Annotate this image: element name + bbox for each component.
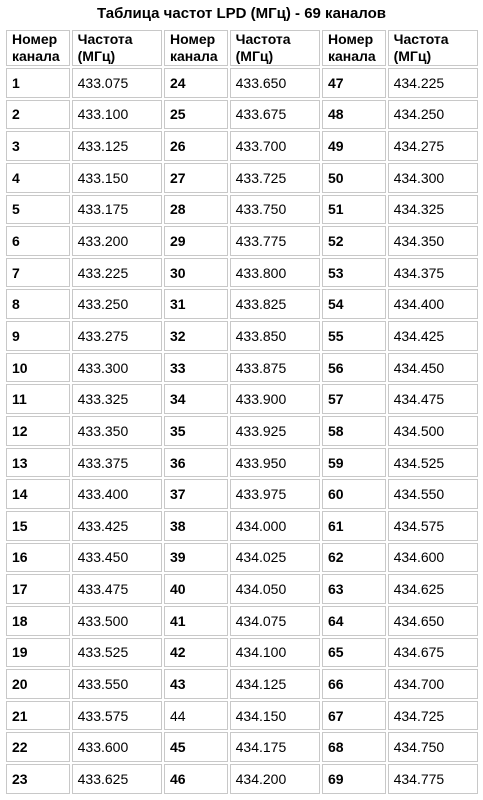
frequency-cell: 433.825: [230, 289, 320, 319]
column-header-frequency: Частота (МГц): [388, 30, 478, 66]
channel-number-cell: 49: [322, 131, 386, 161]
frequency-cell: 434.175: [230, 732, 320, 762]
channel-number-cell: 64: [322, 606, 386, 636]
frequency-cell: 433.250: [72, 289, 162, 319]
frequency-table: [4, 28, 480, 796]
frequency-cell: 434.775: [388, 764, 478, 794]
frequency-cell: 434.400: [388, 289, 478, 319]
channel-number-cell: 55: [322, 321, 386, 351]
channel-number-cell: 35: [164, 416, 228, 446]
frequency-cell: 434.350: [388, 226, 478, 256]
frequency-cell: 434.475: [388, 384, 478, 414]
table-row: [6, 543, 478, 573]
channel-number-cell: 12: [6, 416, 70, 446]
channel-number-cell: 18: [6, 606, 70, 636]
frequency-cell: 433.100: [72, 100, 162, 130]
table-row: [6, 68, 478, 98]
channel-number-cell: 68: [322, 732, 386, 762]
channel-number-cell: 41: [164, 606, 228, 636]
channel-number-cell: 3: [6, 131, 70, 161]
frequency-cell: 434.150: [230, 701, 320, 731]
frequency-cell: 434.450: [388, 353, 478, 383]
frequency-cell: 434.200: [230, 764, 320, 794]
frequency-cell: 433.150: [72, 163, 162, 193]
frequency-cell: 433.275: [72, 321, 162, 351]
channel-number-cell: 69: [322, 764, 386, 794]
channel-number-cell: 24: [164, 68, 228, 98]
frequency-cell: 433.600: [72, 732, 162, 762]
table-row: [6, 384, 478, 414]
frequency-cell: 434.250: [388, 100, 478, 130]
channel-number-cell: 67: [322, 701, 386, 731]
channel-number-cell: 33: [164, 353, 228, 383]
channel-number-cell: 37: [164, 479, 228, 509]
frequency-cell: 434.100: [230, 638, 320, 668]
frequency-cell: 433.550: [72, 669, 162, 699]
frequency-cell: 434.600: [388, 543, 478, 573]
channel-number-cell: 20: [6, 669, 70, 699]
channel-number-cell: 40: [164, 574, 228, 604]
frequency-cell: 434.325: [388, 195, 478, 225]
frequency-cell: 433.400: [72, 479, 162, 509]
channel-number-cell: 60: [322, 479, 386, 509]
frequency-cell: 433.200: [72, 226, 162, 256]
frequency-cell: 434.075: [230, 606, 320, 636]
frequency-cell: 434.025: [230, 543, 320, 573]
table-row: [6, 289, 478, 319]
channel-number-cell: 28: [164, 195, 228, 225]
frequency-cell: 433.625: [72, 764, 162, 794]
frequency-cell: 434.650: [388, 606, 478, 636]
channel-number-cell: 2: [6, 100, 70, 130]
frequency-cell: 433.425: [72, 511, 162, 541]
frequency-cell: 434.425: [388, 321, 478, 351]
channel-number-cell: 63: [322, 574, 386, 604]
frequency-cell: 433.300: [72, 353, 162, 383]
channel-number-cell: 22: [6, 732, 70, 762]
channel-number-cell: 1: [6, 68, 70, 98]
frequency-cell: 433.375: [72, 448, 162, 478]
channel-number-cell: 10: [6, 353, 70, 383]
channel-number-cell: 36: [164, 448, 228, 478]
channel-number-cell: 38: [164, 511, 228, 541]
frequency-cell: 433.925: [230, 416, 320, 446]
channel-number-cell: 53: [322, 258, 386, 288]
channel-number-cell: 57: [322, 384, 386, 414]
channel-number-cell: 39: [164, 543, 228, 573]
frequency-cell: 433.575: [72, 701, 162, 731]
channel-number-cell: 15: [6, 511, 70, 541]
channel-number-cell: 25: [164, 100, 228, 130]
channel-number-cell: 31: [164, 289, 228, 319]
frequency-cell: 434.750: [388, 732, 478, 762]
frequency-cell: 433.450: [72, 543, 162, 573]
frequency-cell: 434.550: [388, 479, 478, 509]
channel-number-cell: 65: [322, 638, 386, 668]
frequency-cell: 433.650: [230, 68, 320, 98]
table-row: [6, 226, 478, 256]
channel-number-cell: 7: [6, 258, 70, 288]
table-row: [6, 448, 478, 478]
table-row: [6, 669, 478, 699]
channel-number-cell: 32: [164, 321, 228, 351]
frequency-cell: 433.175: [72, 195, 162, 225]
frequency-cell: 434.725: [388, 701, 478, 731]
table-row: [6, 131, 478, 161]
table-row: [6, 321, 478, 351]
frequency-cell: 434.625: [388, 574, 478, 604]
table-row: [6, 353, 478, 383]
channel-number-cell: 14: [6, 479, 70, 509]
table-row: [6, 606, 478, 636]
channel-number-cell: 29: [164, 226, 228, 256]
table-row: [6, 511, 478, 541]
channel-number-cell: 54: [322, 289, 386, 319]
frequency-cell: 433.975: [230, 479, 320, 509]
channel-number-cell: 46: [164, 764, 228, 794]
table-row: [6, 416, 478, 446]
channel-number-cell: 56: [322, 353, 386, 383]
table-row: [6, 479, 478, 509]
channel-number-cell: 42: [164, 638, 228, 668]
page-title: Таблица частот LPD (МГц) - 69 каналов: [96, 5, 387, 22]
frequency-cell: 434.300: [388, 163, 478, 193]
frequency-cell: 433.225: [72, 258, 162, 288]
frequency-cell: 433.500: [72, 606, 162, 636]
frequency-cell: 433.725: [230, 163, 320, 193]
table-row: [6, 701, 478, 731]
table-row: [6, 638, 478, 668]
frequency-cell: 433.125: [72, 131, 162, 161]
channel-number-cell: 17: [6, 574, 70, 604]
channel-number-cell: 50: [322, 163, 386, 193]
frequency-cell: 434.700: [388, 669, 478, 699]
frequency-cell: 434.375: [388, 258, 478, 288]
channel-number-cell: 47: [322, 68, 386, 98]
channel-number-cell: 11: [6, 384, 70, 414]
channel-number-cell: 45: [164, 732, 228, 762]
frequency-cell: 433.950: [230, 448, 320, 478]
frequency-cell: 434.225: [388, 68, 478, 98]
frequency-cell: 433.475: [72, 574, 162, 604]
channel-number-cell: 13: [6, 448, 70, 478]
channel-number-cell: 43: [164, 669, 228, 699]
channel-number-cell: 51: [322, 195, 386, 225]
column-header-channel: Номер канала: [322, 30, 386, 66]
column-header-frequency: Частота (МГц): [72, 30, 162, 66]
column-header-channel: Номер канала: [164, 30, 228, 66]
table-row: [6, 574, 478, 604]
channel-number-cell: 8: [6, 289, 70, 319]
table-row: [6, 732, 478, 762]
channel-number-cell: 4: [6, 163, 70, 193]
frequency-cell: 433.800: [230, 258, 320, 288]
frequency-cell: 433.750: [230, 195, 320, 225]
channel-number-cell: 23: [6, 764, 70, 794]
column-header-channel: Номер канала: [6, 30, 70, 66]
frequency-cell: 433.700: [230, 131, 320, 161]
channel-number-cell: 34: [164, 384, 228, 414]
frequency-cell: 433.350: [72, 416, 162, 446]
frequency-cell: 434.500: [388, 416, 478, 446]
table-row: [6, 163, 478, 193]
channel-number-cell: 9: [6, 321, 70, 351]
frequency-cell: 434.675: [388, 638, 478, 668]
channel-number-cell: 66: [322, 669, 386, 699]
table-row: [6, 195, 478, 225]
channel-number-cell: 52: [322, 226, 386, 256]
frequency-cell: 434.050: [230, 574, 320, 604]
frequency-cell: 433.850: [230, 321, 320, 351]
frequency-cell: 433.325: [72, 384, 162, 414]
frequency-cell: 433.675: [230, 100, 320, 130]
channel-number-cell: 16: [6, 543, 70, 573]
frequency-cell: 434.125: [230, 669, 320, 699]
channel-number-cell: 58: [322, 416, 386, 446]
channel-number-cell: 19: [6, 638, 70, 668]
channel-number-cell: 27: [164, 163, 228, 193]
table-row: [6, 764, 478, 794]
table-row: [6, 258, 478, 288]
column-header-frequency: Частота (МГц): [230, 30, 320, 66]
channel-number-cell: 59: [322, 448, 386, 478]
channel-number-cell: 62: [322, 543, 386, 573]
channel-number-cell: 44: [164, 701, 228, 731]
frequency-cell: 434.575: [388, 511, 478, 541]
channel-number-cell: 30: [164, 258, 228, 288]
channel-number-cell: 61: [322, 511, 386, 541]
frequency-cell: 434.525: [388, 448, 478, 478]
frequency-cell: 434.275: [388, 131, 478, 161]
channel-number-cell: 5: [6, 195, 70, 225]
channel-number-cell: 21: [6, 701, 70, 731]
frequency-cell: 433.900: [230, 384, 320, 414]
frequency-cell: 434.000: [230, 511, 320, 541]
table-row: [6, 100, 478, 130]
frequency-cell: 433.525: [72, 638, 162, 668]
table-header-row: [6, 30, 478, 66]
channel-number-cell: 48: [322, 100, 386, 130]
frequency-cell: 433.875: [230, 353, 320, 383]
channel-number-cell: 26: [164, 131, 228, 161]
channel-number-cell: 6: [6, 226, 70, 256]
frequency-cell: 433.775: [230, 226, 320, 256]
frequency-cell: 433.075: [72, 68, 162, 98]
